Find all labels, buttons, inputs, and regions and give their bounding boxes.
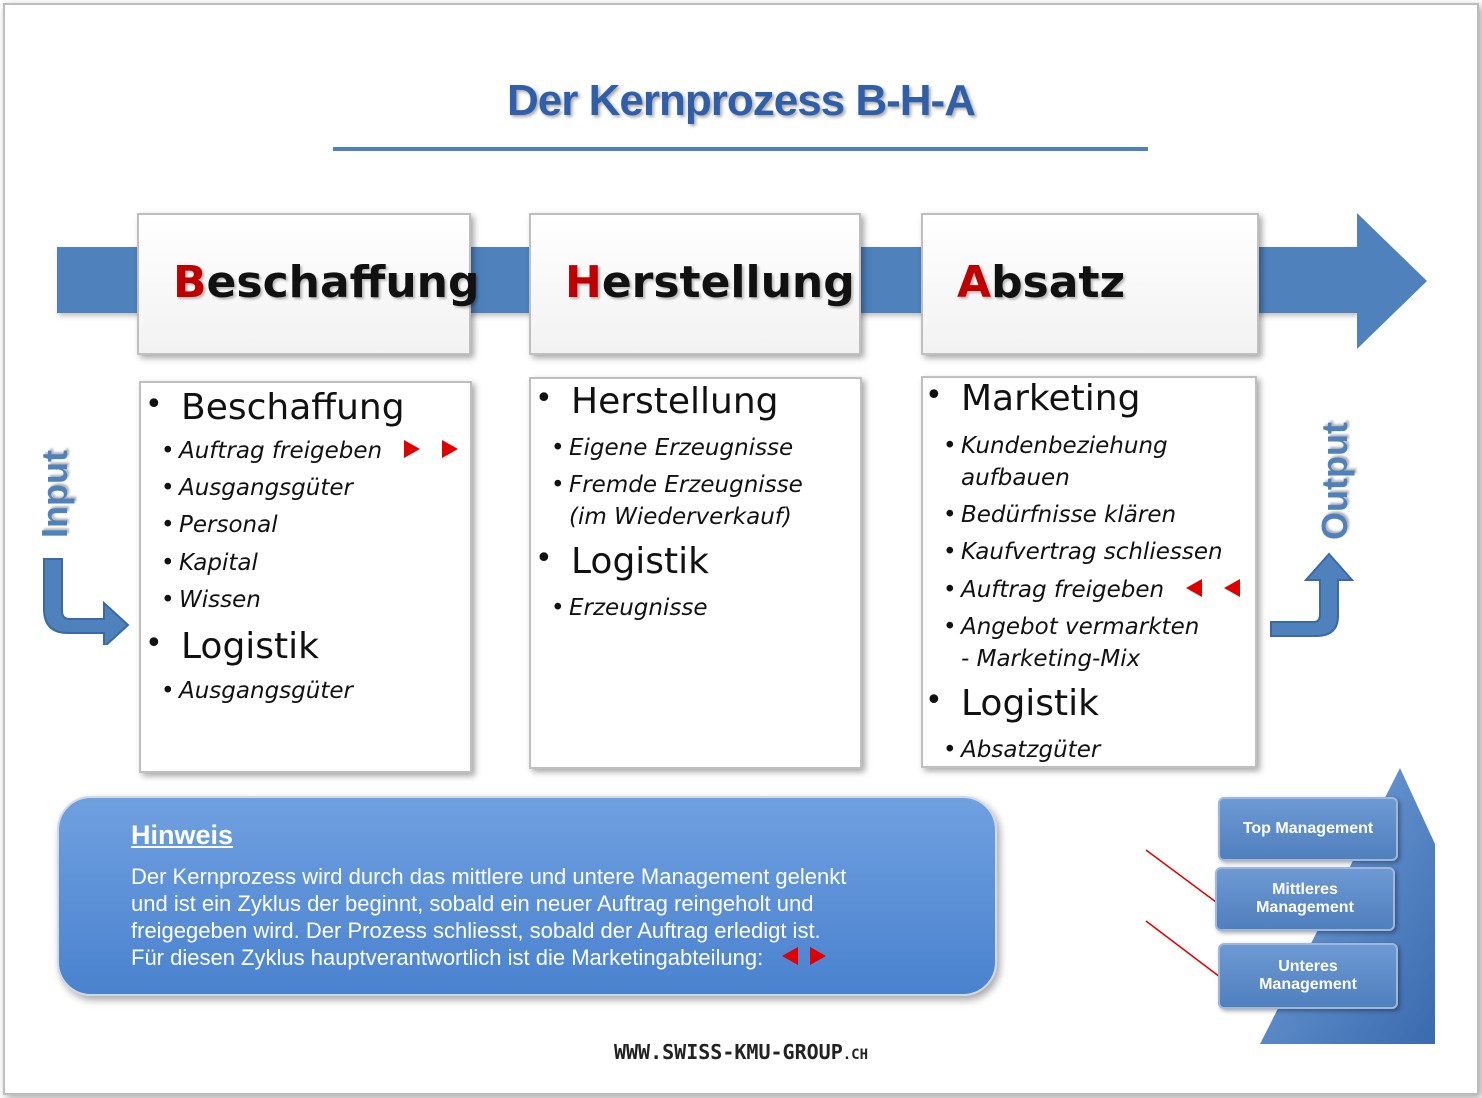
process-arrowhead [1357, 213, 1427, 349]
top-management-box: Top Management [1218, 797, 1398, 861]
list-box-herstellung: • Herstellung • Eigene Erzeugnisse • Fremde Erzeugnisse (im Wiederverkauf) • Logistik • Erzeugnisse [529, 377, 862, 769]
red-left-triangle-icon [1224, 579, 1240, 597]
hinweis-line: Für diesen Zyklus hauptverantwortlich ist die Marketingabteilung: [131, 944, 971, 971]
input-bent-arrow-icon [38, 555, 134, 645]
red-left-triangle-icon [1186, 579, 1202, 597]
list-item-continuation: aufbauen [961, 465, 1070, 491]
input-label: Input [34, 450, 75, 538]
hinweis-line: und ist ein Zyklus der beginnt, sobald ein neuer Auftrag reingeholt und [131, 891, 814, 916]
red-right-triangle-icon [404, 440, 420, 458]
head-box-absatz [921, 213, 1259, 355]
head-rest: erstellung [601, 257, 855, 308]
head-label-beschaffung [173, 257, 479, 308]
head-rest: bsatz [991, 257, 1126, 308]
hinweis-title: Hinweis [131, 820, 234, 850]
list-box-beschaffung: • Beschaffung • Auftrag freigeben • Ausgangsgüter • Personal • Kapital • Wissen • Logistik • Ausgangsgüter [139, 381, 472, 773]
list-box-absatz: • Marketing • Kundenbeziehung aufbauen • Bedürfnisse klären • Kaufvertrag schliessen • Auftrag freigeben • Angebot vermarkten - Marketing-Mix • Logistik • Absatzgüter [921, 376, 1257, 768]
output-label: Output [1314, 422, 1355, 540]
head-initial: B [173, 257, 207, 308]
list-item-continuation: - Marketing-Mix [961, 646, 1141, 672]
head-label-absatz [957, 257, 1125, 308]
hinweis-box [57, 796, 997, 996]
hinweis-line: freigegeben wird. Der Prozess schliesst, sobald der Auftrag erledigt ist. [131, 918, 821, 943]
hinweis-line: Der Kernprozess wird durch das mittlere und untere Management gelenkt [131, 864, 847, 889]
title-underline [333, 147, 1148, 151]
list-item-continuation: (im Wiederverkauf) [569, 504, 792, 530]
head-initial: A [957, 257, 992, 308]
lower-management-box: Unteres Management [1218, 943, 1398, 1009]
middle-management-box: Mittleres Management [1215, 867, 1395, 931]
head-box-herstellung [529, 213, 861, 355]
red-left-triangle-icon [782, 947, 798, 965]
head-label-herstellung [565, 257, 855, 308]
head-box-beschaffung [137, 213, 480, 355]
output-bent-arrow-icon [1268, 550, 1358, 642]
hinweis-text [131, 863, 971, 971]
head-rest: eschaffung [206, 257, 480, 308]
red-right-triangle-icon [442, 440, 458, 458]
page-title: Der Kernprozess B-H-A [507, 76, 975, 125]
footer-url: WWW.SWISS-KMU-GROUP.CH [613, 1040, 869, 1064]
red-right-triangle-icon [810, 947, 826, 965]
head-initial: H [565, 257, 602, 308]
